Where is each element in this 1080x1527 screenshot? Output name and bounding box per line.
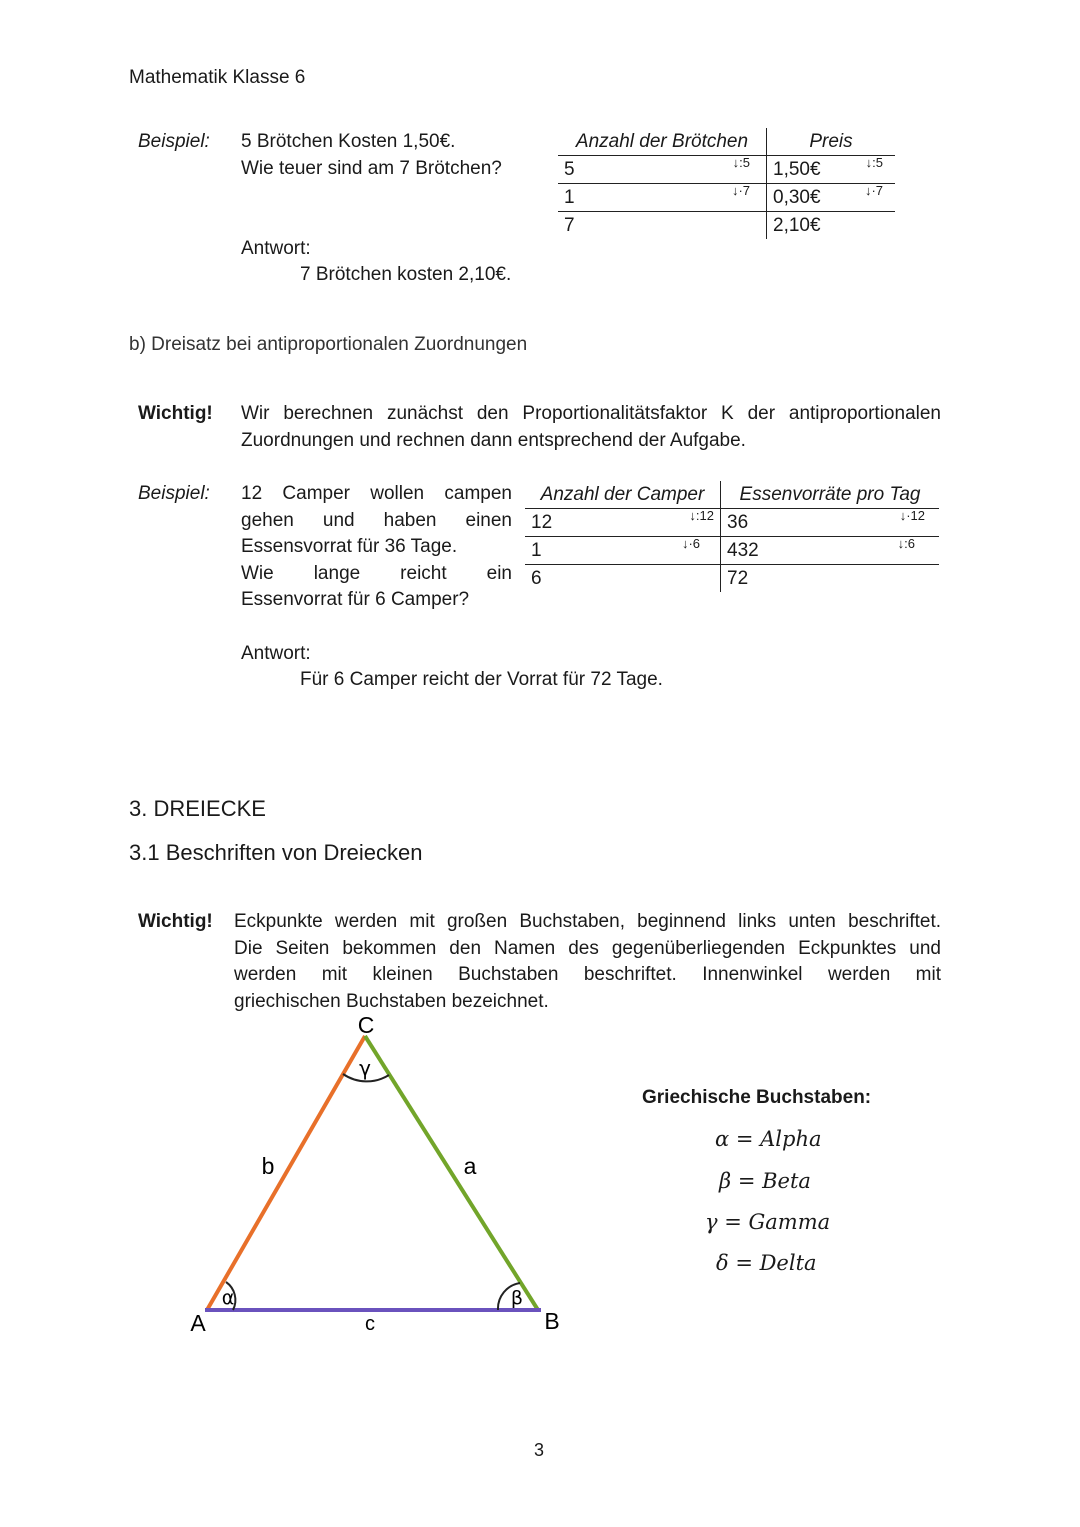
angle-gamma-label: γ <box>359 1056 371 1080</box>
table-header: Preis <box>767 128 896 156</box>
table-cell: 6 <box>531 567 542 589</box>
table-cell: 1 <box>531 539 542 561</box>
page-header: Mathematik Klasse 6 <box>129 67 306 88</box>
angle-beta-label: β <box>510 1287 524 1309</box>
table-cell: 36 <box>727 511 749 533</box>
operation-arrow: ↓·7 <box>731 182 750 198</box>
answer-label: Antwort: <box>241 238 311 259</box>
answer-label: Antwort: <box>241 643 311 664</box>
angle-alpha-label: α <box>221 1287 235 1309</box>
example-text: Essensvorrat für 36 Tage. <box>241 536 458 557</box>
answer-text: 7 Brötchen kosten 2,10€. <box>300 264 512 285</box>
important-text: griechischen Buchstaben bezeichnet. <box>234 991 549 1012</box>
important-text: Eckpunkte werden mit großen Buchstaben, beginnend links unten beschriftet. <box>234 911 941 932</box>
greek-item: α = Alpha <box>715 1127 822 1151</box>
important-label: Wichtig! <box>138 911 213 932</box>
operation-arrow: ↓·12 <box>899 507 925 523</box>
table-cell: 1,50€ <box>773 158 821 180</box>
operation-arrow: ↓:6 <box>897 535 915 551</box>
side-a-line <box>365 1036 538 1310</box>
table-cell: 432 <box>727 539 759 561</box>
example-label: Beispiel: <box>138 131 210 152</box>
greek-box-title: Griechische Buchstaben: <box>642 1087 872 1108</box>
vertex-c-label: C <box>357 1012 375 1038</box>
important-text: Zuordnungen und rechnen dann entsprechend der Aufgabe. <box>241 430 746 451</box>
table-header: Anzahl der Brötchen <box>558 128 767 156</box>
operation-arrow: ↓·7 <box>864 182 883 198</box>
important-text: Wir berechnen zunächst den Proportionalitätsfaktor K der antiproportionalen <box>241 403 941 424</box>
greek-item: δ = Delta <box>716 1251 817 1275</box>
table-cell: 72 <box>727 567 749 589</box>
greek-item: γ = Gamma <box>705 1210 831 1234</box>
table-cell: 1 <box>564 186 575 208</box>
answer-text: Für 6 Camper reicht der Vorrat für 72 Tage. <box>300 669 663 690</box>
section-title: b) Dreisatz bei antiproportionalen Zuordnungen <box>129 334 528 355</box>
operation-arrow: ↓:5 <box>865 154 883 170</box>
page-number: 3 <box>534 1440 545 1460</box>
side-c-label: c <box>365 1313 375 1335</box>
side-b-line <box>207 1036 365 1310</box>
example-label: Beispiel: <box>138 483 210 504</box>
table-cell: 7 <box>564 214 575 236</box>
table-header: Essenvorräte pro Tag <box>721 481 940 509</box>
important-label: Wichtig! <box>138 403 213 424</box>
example-text: gehen und haben einen <box>241 510 512 531</box>
vertex-b-label: B <box>544 1308 560 1334</box>
side-a-label: a <box>463 1153 477 1179</box>
chapter-title: 3. DREIECKE <box>129 796 266 821</box>
vertex-a-label: A <box>190 1310 206 1336</box>
section-subtitle: 3.1 Beschriften von Dreiecken <box>129 840 423 865</box>
example-text: 12 Camper wollen campen <box>241 483 512 504</box>
table-cell: 12 <box>531 511 553 533</box>
table-header: Anzahl der Camper <box>525 481 721 509</box>
example-text: 5 Brötchen Kosten 1,50€. <box>241 131 456 152</box>
operation-arrow: ↓:12 <box>689 507 714 523</box>
operation-arrow: ↓·6 <box>681 535 700 551</box>
table-cell: 0,30€ <box>773 186 821 208</box>
table-cell: 5 <box>564 158 575 180</box>
side-b-label: b <box>261 1153 275 1179</box>
operation-arrow: ↓:5 <box>732 154 750 170</box>
table-cell: 2,10€ <box>773 214 821 236</box>
example-text: Wie teuer sind am 7 Brötchen? <box>241 158 502 179</box>
example-text: Wie lange reicht ein <box>241 563 512 584</box>
important-text: Die Seiten bekommen den Namen des gegenüberliegenden Eckpunktes und <box>234 938 941 959</box>
greek-item: β = Beta <box>719 1169 811 1193</box>
important-text: werden mit kleinen Buchstaben beschriftet. Innenwinkel werden mit <box>234 964 941 985</box>
example-text: Essenvorrat für 6 Camper? <box>241 589 470 610</box>
